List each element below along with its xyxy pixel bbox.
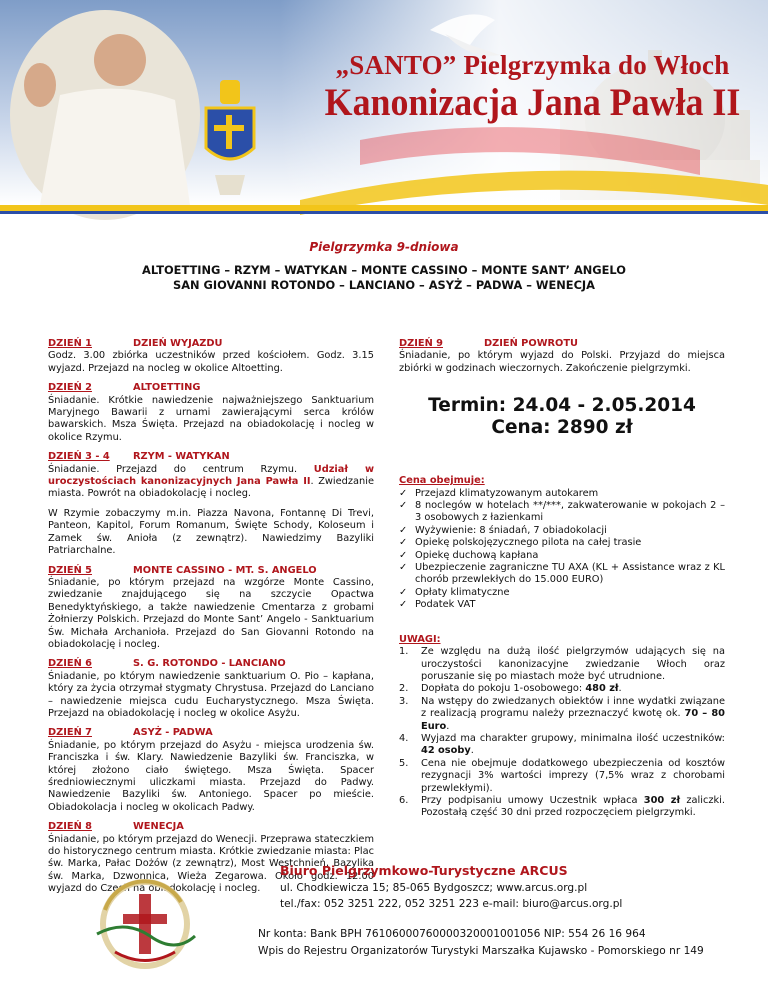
note-text-part: Dopłata do pokoju 1-osobowego: (421, 683, 586, 695)
note-highlight: 480 zł (585, 683, 619, 695)
day-number: DZIEŃ 5 (48, 564, 92, 576)
day-9 (399, 338, 725, 375)
trip-dates: Termin: 24.04 - 2.05.2014 (428, 395, 696, 417)
note-text: Cena nie obejmuje dodatkowego ubezpieczenia od kosztów rezygnacji 3% wartości imprezy (7,5% wraz z chorobami przewlekłymi). (421, 757, 725, 794)
day-title: ALTOETTING (133, 382, 201, 394)
day-title: S. G. ROTONDO - LANCIANO (133, 658, 286, 670)
banner-title-line1: „SANTO” Pielgrzymka do Włoch (335, 50, 730, 80)
notes-heading: UWAGI: (399, 633, 441, 645)
list-item (399, 599, 725, 611)
day-text-part: . Zwiedzanie miasta. Powrót na obiadokolację i nocleg. (48, 476, 374, 500)
header-banner (0, 0, 768, 225)
price-box (399, 395, 725, 439)
day-number: DZIEŃ 7 (48, 727, 92, 739)
day-text: Śniadanie. Krótkie nawiedzenie najważniejszego Sanktuarium Maryjnego Bawarii z urnami zawierającymi serca królów bawarskich. Msza Święta. Przejazd na obiadokolację i nocleg w okolice Rzymu. (48, 394, 374, 443)
day-text-part: Śniadanie. Przejazd do centrum Rzymu. (48, 463, 298, 475)
list-item (399, 488, 725, 500)
list-item-text: Opiekę duchową kapłana (415, 549, 539, 561)
notes-list (399, 646, 725, 820)
note-number: 5. (399, 757, 409, 769)
footer (0, 860, 768, 994)
note-number: 1. (399, 646, 409, 658)
day-text: Śniadanie, po którym przejazd do Asyżu - miejsca urodzenia św. Franciszka i św. Klary. Nawiedzenie Bazyliki św. Franciszka, w której złożono ciało świętego. Msza Święta. Spacer średniowiecznymi uliczkami miasta. Przejazd do Padwy. Nawiedzenie Bazyliki św. Antoniego. Spacer po mieście. Obiadokolacja i nocleg w okolicach Padwy. (48, 739, 374, 813)
list-item (399, 500, 725, 525)
day-heading (48, 338, 374, 350)
note-text: Ze względu na dużą ilość pielgrzymów udających się na uroczystości kanonizacyjne zwiedzanie Włoch oraz poruszanie się po miastach może być utrudnione. (421, 646, 725, 682)
list-item-text: Ubezpieczenie zagraniczne TU AXA (KL + Assistance wraz z KL chorób przewlekłych do 15.000 EURO) (415, 562, 725, 586)
day-3-4 (48, 451, 374, 557)
day-title: WENECJA (133, 821, 184, 833)
day-heading (48, 727, 374, 739)
day-heading (48, 451, 374, 463)
list-item (399, 550, 725, 562)
day-number: DZIEŃ 3 - 4 (48, 451, 110, 463)
day-1 (48, 338, 374, 375)
note-highlight: 42 osoby (421, 745, 471, 757)
pope-figure (10, 10, 200, 220)
note-item (399, 795, 725, 820)
includes-list (399, 488, 725, 612)
canonization-highlight: Udział w uroczystościach kanonizacyjnych Jana Pawła II (48, 463, 374, 488)
checkmark-icon: ✓ (399, 562, 408, 574)
day-title: ASYŻ - PADWA (133, 727, 213, 739)
registry-entry: Wpis do Rejestru Organizatorów Turystyki Marszałka Kujawsko - Pomorskiego nr 149 (258, 945, 704, 957)
company-address: ul. Chodkiewicza 15; 85-065 Bydgoszcz; www.arcus.org.pl (280, 882, 588, 894)
note-text (421, 733, 725, 758)
day-number: DZIEŃ 2 (48, 382, 92, 394)
day-text: Śniadanie, po którym przejazd do Wenecji. Przeprawa stateczkiem do historycznego centrum miasta. Krótkie zwiedzanie miasta: Plac św. Marka, Pałac Dożów (z zewnątrz), Most Westchnień, Bazylika św. Marka, Dzwonnica, Wieża Zegarowa. Około godz. 12.00 wyjazd do Czech na obiadokolację i nocleg. (48, 833, 374, 895)
day-text (48, 464, 374, 501)
day-heading (48, 565, 374, 577)
day-text: Śniadanie, po którym przejazd na wzgórze Monte Cassino, zwiedzanie znajdującego się na szczycie Opactwa Benedyktyńskiego, a także nawiedzenie Cmentarza z grobami Żołnierzy Polskich. Przejazd do Monte Sant’ Angelo - Sanktuarium Św. Michała Archanioła. Przejazd do San Giovanni Rotondo na obiadokolację i nocleg. (48, 576, 374, 650)
day-title: DZIEŃ POWROTU (484, 338, 579, 349)
checkmark-icon: ✓ (399, 599, 408, 611)
company-name: Biuro Pielgrzymkowo-Turystyczne ARCUS (280, 863, 568, 878)
list-item-text: Opiekę polskojęzycznego pilota na całej trasie (415, 537, 642, 549)
note-number: 2. (399, 683, 409, 695)
list-item-text: Przejazd klimatyzowanym autokarem (415, 487, 599, 499)
route-line2: SAN GIOVANNI ROTONDO – LANCIANO – ASYŻ – PADWA – WENECJA (173, 278, 595, 292)
list-item-text: Opłaty klimatyczne (415, 586, 510, 598)
note-text-part: Wyjazd ma charakter grupowy, minimalna ilość uczestników: (421, 732, 725, 744)
day-text: Śniadanie, po którym wyjazd do Polski. Przyjazd do miejsca zbiórki w godzinach wieczornych. Zakończenie pielgrzymki. (399, 350, 725, 374)
day-title: DZIEŃ WYJAZDU (133, 338, 223, 349)
note-item (399, 758, 725, 795)
note-item (399, 696, 725, 733)
day-heading (48, 382, 374, 394)
bank-account: Nr konta: Bank BPH 76106000760000320001001056 NIP: 554 26 16 964 (258, 928, 646, 940)
list-item (399, 587, 725, 599)
itinerary-left-column (48, 338, 374, 903)
day-title: RZYM - WATYKAN (133, 451, 230, 463)
note-number: 3. (399, 695, 409, 707)
note-text-part: . (470, 745, 474, 757)
note-text (421, 696, 725, 733)
note-item (399, 683, 725, 695)
note-text-part: Na wstępy do zwiedzanych obiektów i inne wydatki związane z realizacją programu należy przeznaczyć kwotę ok. (421, 695, 725, 720)
list-item (399, 537, 725, 549)
includes-heading: Cena obejmuje: (399, 475, 485, 487)
note-highlight: 300 zł (643, 794, 681, 806)
list-item (399, 562, 725, 587)
checkmark-icon: ✓ (399, 537, 408, 549)
day-7 (48, 727, 374, 814)
day-5 (48, 565, 374, 652)
note-text-part: zaliczki. Pozostałą część 30 dni przed rozpoczęciem pielgrzymki. (421, 794, 725, 819)
itinerary-right-column (399, 338, 725, 820)
route-line1: ALTOETTING – RZYM – WATYKAN – MONTE CASSINO – MONTE SANT’ ANGELO (142, 263, 626, 277)
note-number: 4. (399, 732, 409, 744)
company-contact: tel./fax: 052 3251 222, 052 3251 223 e-mail: biuro@arcus.org.pl (280, 898, 623, 910)
day-number: DZIEŃ 6 (48, 658, 92, 670)
checkmark-icon: ✓ (399, 524, 408, 536)
note-item (399, 733, 725, 758)
day-2 (48, 382, 374, 444)
trip-price: Cena: 2890 zł (491, 417, 633, 439)
note-text-part: Przy podpisaniu umowy Uczestnik wpłaca (421, 794, 644, 806)
day-number: DZIEŃ 1 (48, 338, 92, 349)
day-text: Godz. 3.00 zbiórka uczestników przed kościołem. Godz. 3.15 wyjazd. Przejazd na nocleg w okolice Altoetting. (48, 350, 374, 374)
checkmark-icon: ✓ (399, 500, 408, 512)
list-item (399, 525, 725, 537)
banner-blue-stripe (0, 211, 768, 214)
list-item-text: Wyżywienie: 8 śniadań, 7 obiadokolacji (415, 524, 607, 536)
day-heading (48, 658, 374, 670)
day-heading (48, 821, 374, 833)
banner-title-line2: Kanonizacja Jana Pawła II (324, 81, 741, 124)
arcus-logo (0, 860, 768, 994)
day-title: MONTE CASSINO - MT. S. ANGELO (133, 564, 317, 576)
note-text-part: . (618, 683, 622, 695)
note-number: 6. (399, 794, 409, 806)
day-heading (399, 338, 725, 350)
trip-duration: Pielgrzymka 9-dniowa (309, 240, 459, 254)
route (0, 263, 768, 293)
note-highlight: 70 – 80 Euro (421, 708, 725, 732)
checkmark-icon: ✓ (399, 586, 408, 598)
day-6 (48, 658, 374, 720)
day-number: DZIEŃ 9 (399, 338, 443, 349)
checkmark-icon: ✓ (399, 549, 408, 561)
list-item-text: Podatek VAT (415, 599, 476, 611)
checkmark-icon: ✓ (399, 487, 408, 499)
banner-yellow-stripe (0, 205, 768, 211)
day-text: Śniadanie, po którym nawiedzenie sanktuarium O. Pio – kapłana, który za życia otrzymał stygmaty Chrystusa. Przejazd do Lanciano – nawiedzenie miejsca cudu Eucharystycznego. Msza Święta. Przejazd na obiadokolację i nocleg w okolice Asyżu. (48, 670, 374, 719)
note-text (421, 795, 725, 820)
note-text (421, 683, 725, 695)
list-item-text: 8 noclegów w hotelach **/***, zakwaterowanie w pokojach 2 – 3 osobowych z łazienkami (415, 500, 725, 524)
day-number: DZIEŃ 8 (48, 821, 92, 833)
note-text-part: . (446, 720, 450, 732)
note-item (399, 646, 725, 683)
rome-sights: W Rzymie zobaczymy m.in. Piazza Navona, Fontannę Di Trevi, Panteon, Kapitol, Forum Romanum, Święte Schody, Koloseum i Zamek św. Anioła (z zewnątrz). Nawiedzimy Bazyliki Patriarchalne. (48, 507, 374, 557)
